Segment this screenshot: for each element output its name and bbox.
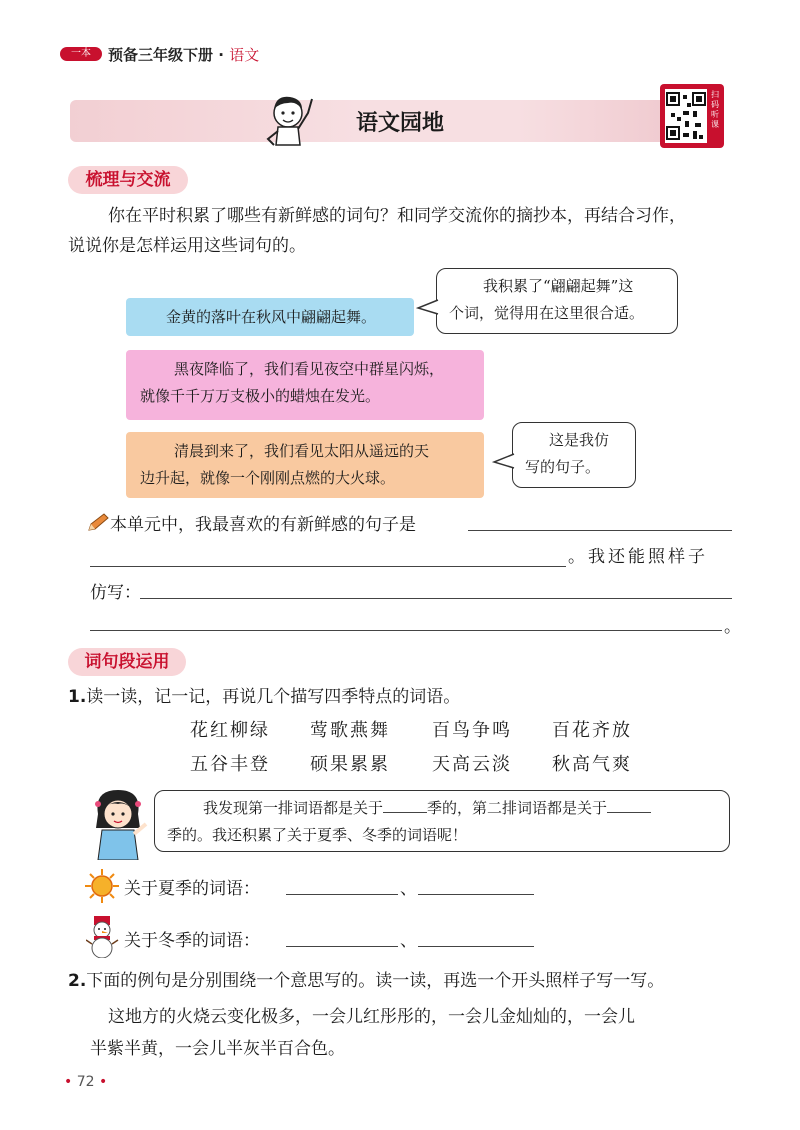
orange-line-1: 清晨到来了，我们看见太阳从遥远的天 (174, 442, 430, 460)
word-2-3: 天高云淡 (432, 754, 512, 775)
orange-line-2: 边升起，就像一个刚刚点燃的大火球。 (140, 469, 396, 487)
answer-line-2[interactable] (90, 566, 566, 567)
book-title (108, 44, 259, 65)
word-2-4: 秋高气爽 (552, 754, 632, 775)
summer-sep: 、 (400, 879, 417, 899)
book-name: 预备三年级下册 (108, 46, 214, 64)
subject-name: 语文 (229, 46, 260, 64)
girl-bubble-line-1 (167, 795, 717, 822)
bubble2-tail (492, 452, 516, 472)
pink-line-1: 黑夜降临了，我们看见夜空中群星闪烁， (174, 360, 445, 378)
girl-illustration (84, 784, 156, 860)
qr-code-icon[interactable] (660, 84, 724, 148)
q2-text: 下面的例句是分别围绕一个意思写的。读一读，再选一个开头照样子写一写。 (86, 971, 665, 991)
bubble2-line-2: 写的句子。 (525, 458, 601, 476)
winter-blank-1[interactable] (286, 946, 398, 947)
season-blank-1[interactable] (383, 796, 427, 813)
q1-number: 1. (68, 687, 87, 707)
fill-prompt: 本单元中，我最喜欢的有新鲜感的句子是 (110, 515, 416, 535)
summer-label: 关于夏季的词语： (124, 879, 260, 899)
word-1-1: 花红柳绿 (190, 720, 270, 741)
summer-blank-1[interactable] (286, 894, 398, 895)
question-1 (68, 682, 460, 712)
fill-end-1: 。我还能照样子 (568, 547, 708, 567)
word-1-2: 莺歌燕舞 (310, 720, 390, 741)
title-separator: · (218, 46, 224, 64)
page-dot-left: • (64, 1074, 73, 1090)
page-number-text: 72 (76, 1074, 95, 1090)
winter-label: 关于冬季的词语： (124, 931, 260, 951)
section-tag-usage: 词句段运用 (68, 648, 186, 676)
snowman-icon (86, 914, 120, 958)
word-2-1: 五谷丰登 (190, 754, 270, 775)
pink-line-2: 就像千千万万支极小的蜡烛在发光。 (140, 387, 381, 405)
answer-line-3[interactable] (140, 598, 732, 599)
example-box-pink (126, 350, 484, 420)
intro-line-1: 你在平时积累了哪些有新鲜感的词句？和同学交流你的摘抄本，再结合习作， (108, 206, 686, 226)
example-line-2: 半紫半黄，一会儿半灰半百合色。 (90, 1039, 345, 1059)
bubble1-tail (416, 298, 440, 318)
winter-sep: 、 (400, 931, 417, 951)
example-box-blue: 金黄的落叶在秋风中翩翩起舞。 (126, 298, 414, 336)
girl-bubble-text-b: 季的，第二排词语都是关于 (427, 799, 608, 817)
page-number (64, 1074, 107, 1090)
sun-icon (84, 868, 120, 904)
publisher-logo: 一本 (60, 47, 102, 61)
pencil-icon (86, 512, 110, 534)
boy-illustration (258, 83, 324, 149)
bubble2-line-1: 这是我仿 (549, 431, 610, 449)
example-box-orange (126, 432, 484, 498)
girl-bubble-text-a: 我发现第一排词语都是关于 (203, 799, 384, 817)
intro-line-2: 说说你是怎样运用这些词句的。 (68, 236, 306, 256)
bubble1-line-2: 个词，觉得用在这里很合适。 (449, 304, 645, 322)
speech-bubble-1 (436, 268, 678, 334)
bubble1-line-1: 我积累了“翩翩起舞”这 (483, 277, 634, 295)
girl-speech-bubble (154, 790, 730, 852)
q1-text: 读一读，记一记，再说几个描写四季特点的词语。 (86, 687, 461, 707)
question-2 (68, 966, 664, 996)
example-line-1: 这地方的火烧云变化极多，一会儿红彤彤的，一会儿金灿灿的，一会儿 (108, 1007, 635, 1027)
answer-line-1[interactable] (468, 530, 732, 531)
fill-end-2: 。 (724, 617, 741, 637)
answer-line-4[interactable] (90, 630, 722, 631)
word-1-4: 百花齐放 (552, 720, 632, 741)
girl-bubble-line-2: 季的。我还积累了关于夏季、冬季的词语呢！ (167, 826, 468, 844)
summer-blank-2[interactable] (418, 894, 534, 895)
word-1-3: 百鸟争鸣 (432, 720, 512, 741)
page-dot-right: • (99, 1074, 108, 1090)
imitate-label: 仿写： (90, 583, 141, 603)
q2-number: 2. (68, 971, 87, 991)
speech-bubble-2 (512, 422, 636, 488)
season-blank-2[interactable] (607, 796, 651, 813)
word-2-2: 硕果累累 (310, 754, 390, 775)
qr-caption: 扫码听课 (711, 90, 719, 129)
section-tag-review: 梳理与交流 (68, 166, 188, 194)
winter-blank-2[interactable] (418, 946, 534, 947)
banner-title: 语文园地 (355, 111, 444, 136)
